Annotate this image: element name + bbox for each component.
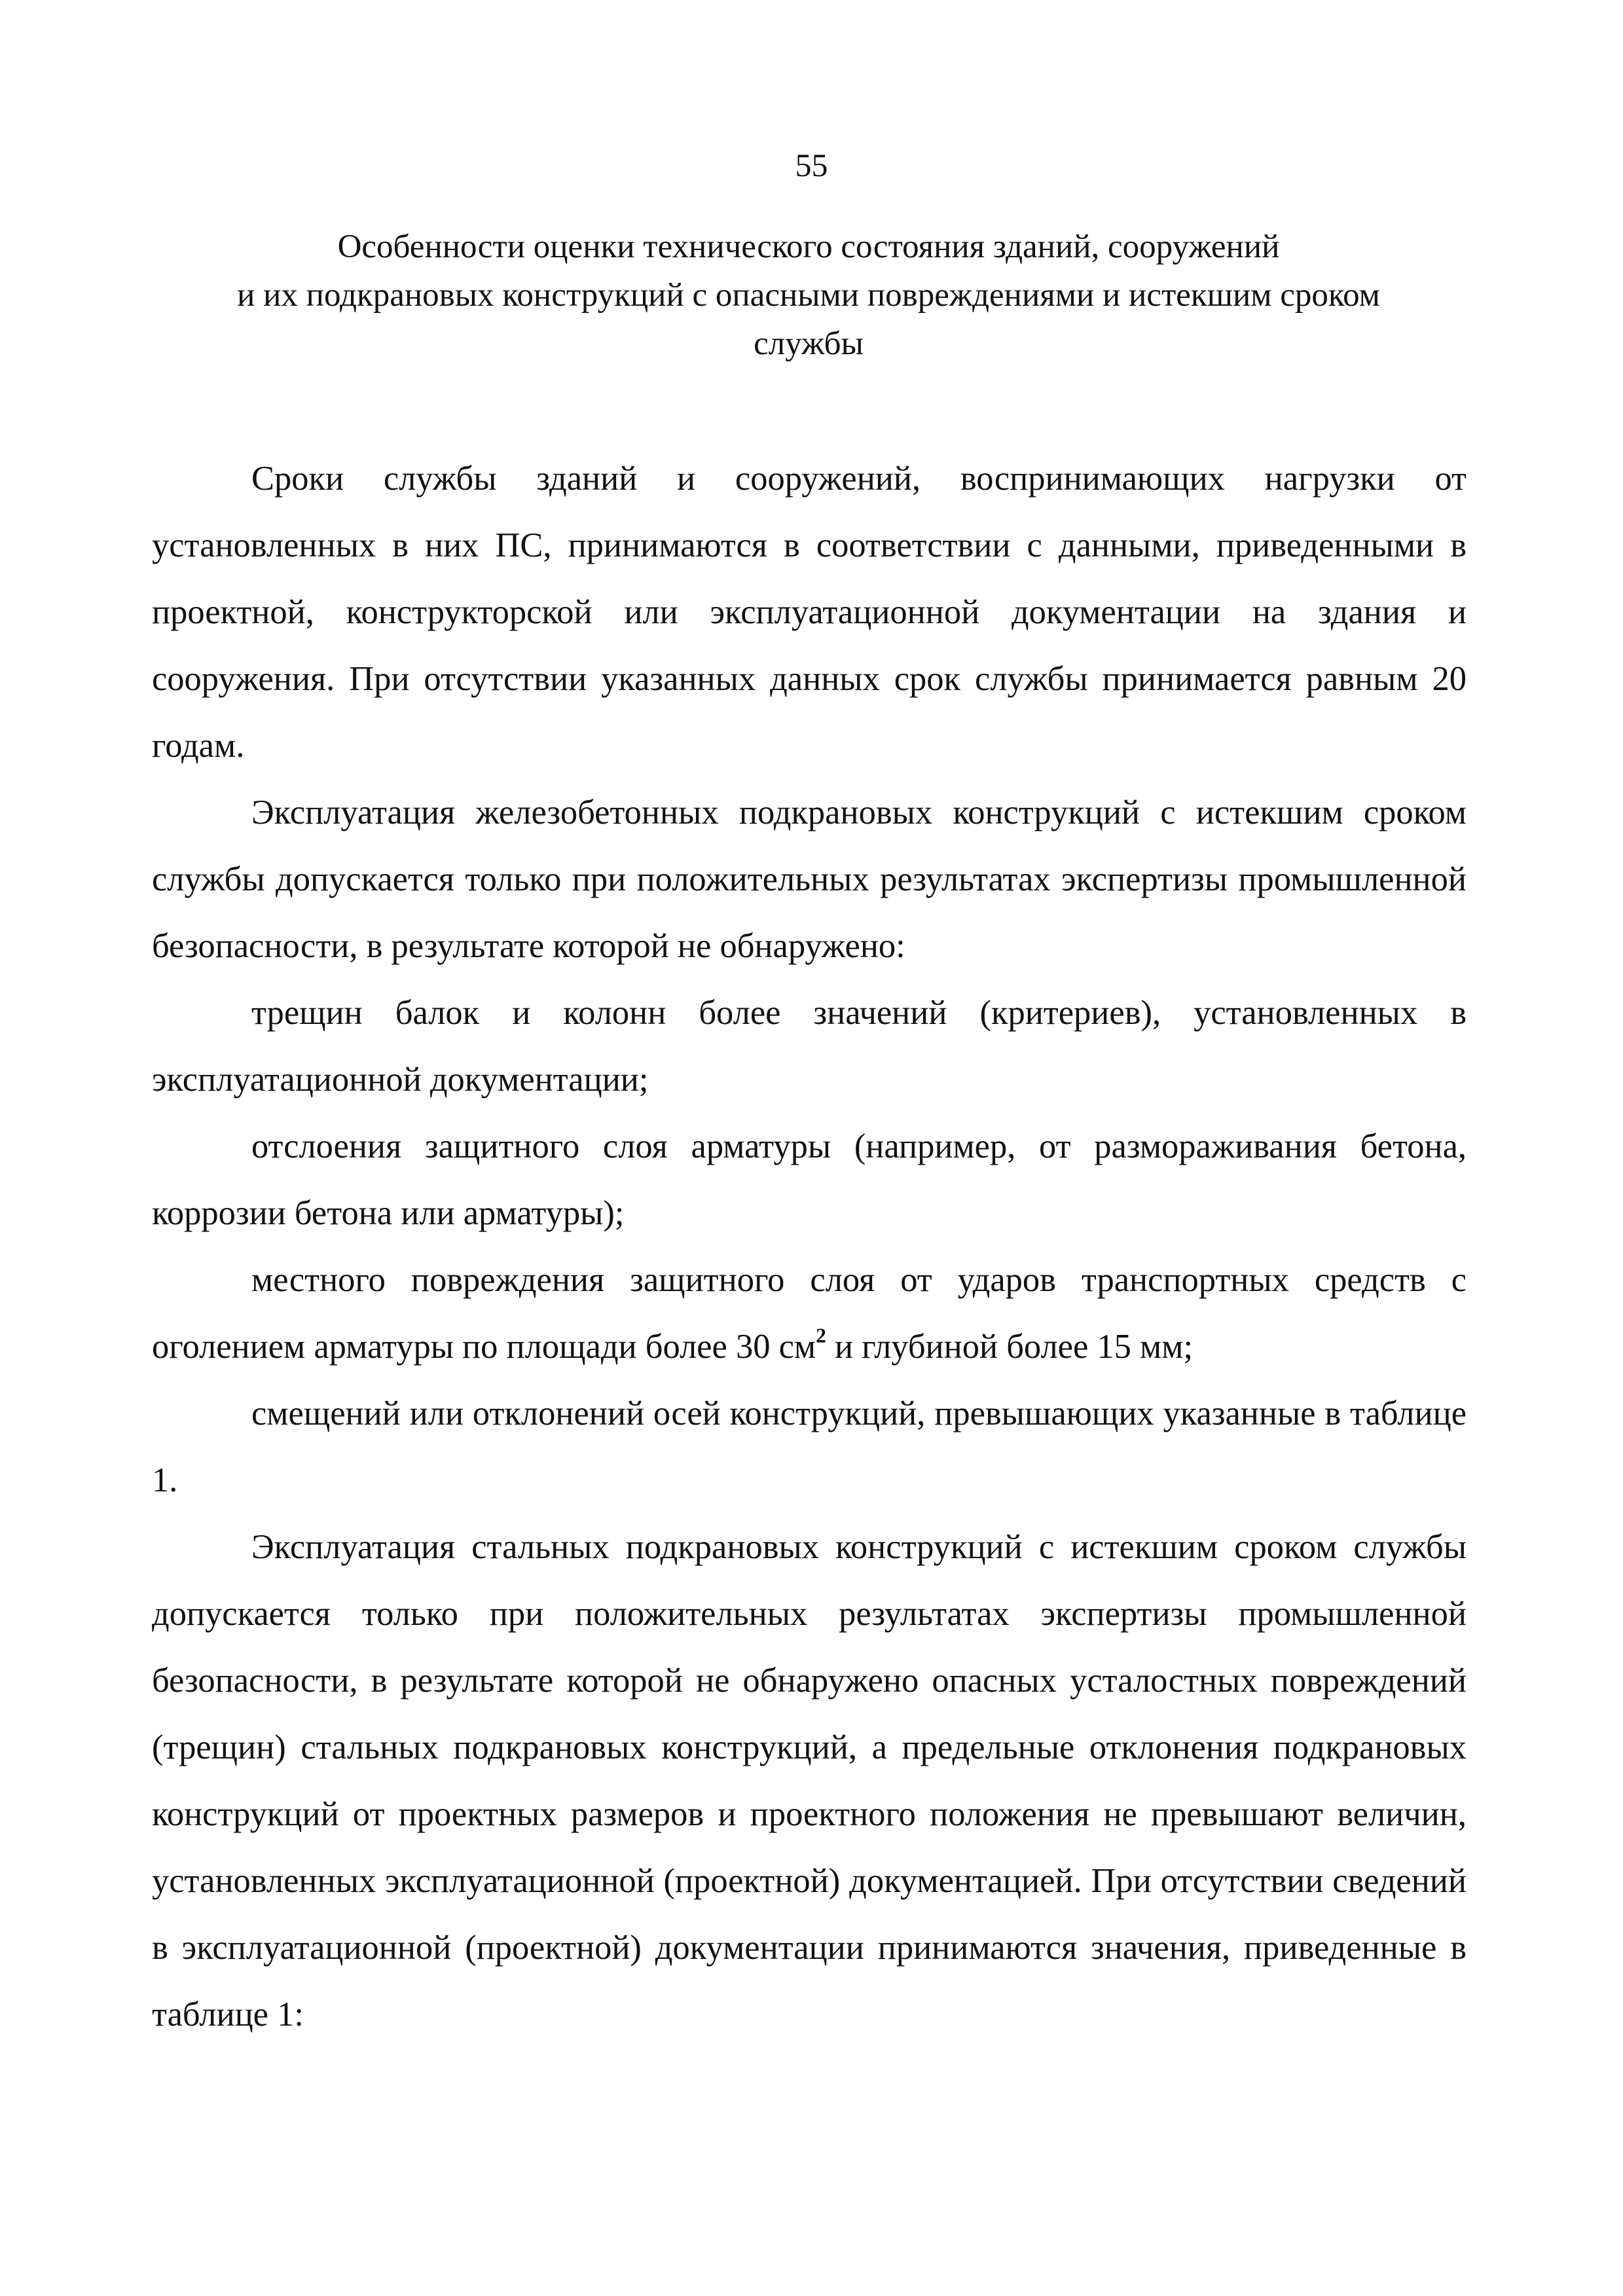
local-damage-text-end: и глубиной более 15 мм; (826, 1328, 1194, 1366)
section-title-line-2: и их подкрановых конструкций с опасными повреждениями и истекшим сроком (237, 277, 1380, 314)
list-item-local-damage (152, 1247, 1467, 1380)
paragraph-service-life: Сроки службы зданий и сооружений, воспринимающих нагрузки от установленных в них ПС, принимаются в соответствии с данными, приведенными в проектной, конструкторской или эксплуатационной документации на здания и сооружения. При отсутствии указанных данных срок службы принимается равным 20 годам. (152, 460, 1467, 765)
local-damage-text: местного повреждения защитного слоя от ударов транспортных средств с оголением арматуры по площади более 30 см (152, 1261, 1467, 1366)
paragraph-concrete-structures: Эксплуатация железобетонных подкрановых конструкций с истекшим сроком службы допускается только при положительных результатах экспертизы промышленной безопасности, в результате которой не обнаружено: (152, 793, 1467, 965)
page-number: 55 (795, 147, 828, 183)
section-title-line-3: службы (754, 325, 864, 362)
section-title (151, 223, 1467, 368)
superscript-square: 2 (816, 1324, 826, 1347)
list-item-displacement: смещений или отклонений осей конструкций, превышающих указанные в таблице 1. (152, 1394, 1467, 1499)
list-item-delamination: отслоения защитного слоя арматуры (например, от размораживания бетона, коррозии бетона или арматуры); (152, 1127, 1467, 1232)
section-title-line-1: Особенности оценки технического состояния зданий, сооружений (337, 228, 1280, 265)
list-item-cracks: трещин балок и колонн более значений (критериев), установленных в эксплуатационной документации; (152, 994, 1467, 1099)
body-text (152, 445, 1467, 2048)
paragraph-steel-structures: Эксплуатация стальных подкрановых конструкций с истекшим сроком службы допускается только при положительных результатах экспертизы промышленной безопасности, в результате которой не обнаружено опасных усталостных повреждений (трещин) стальных подкрановых конструкций, а предельные отклонения подкрановых конструкций от проектных размеров и проектного положения не превышают величин, установленных эксплуатационной (проектной) документацией. При отсутствии сведений в эксплуатационной (проектной) документации принимаются значения, приведенные в таблице 1: (152, 1528, 1467, 2033)
